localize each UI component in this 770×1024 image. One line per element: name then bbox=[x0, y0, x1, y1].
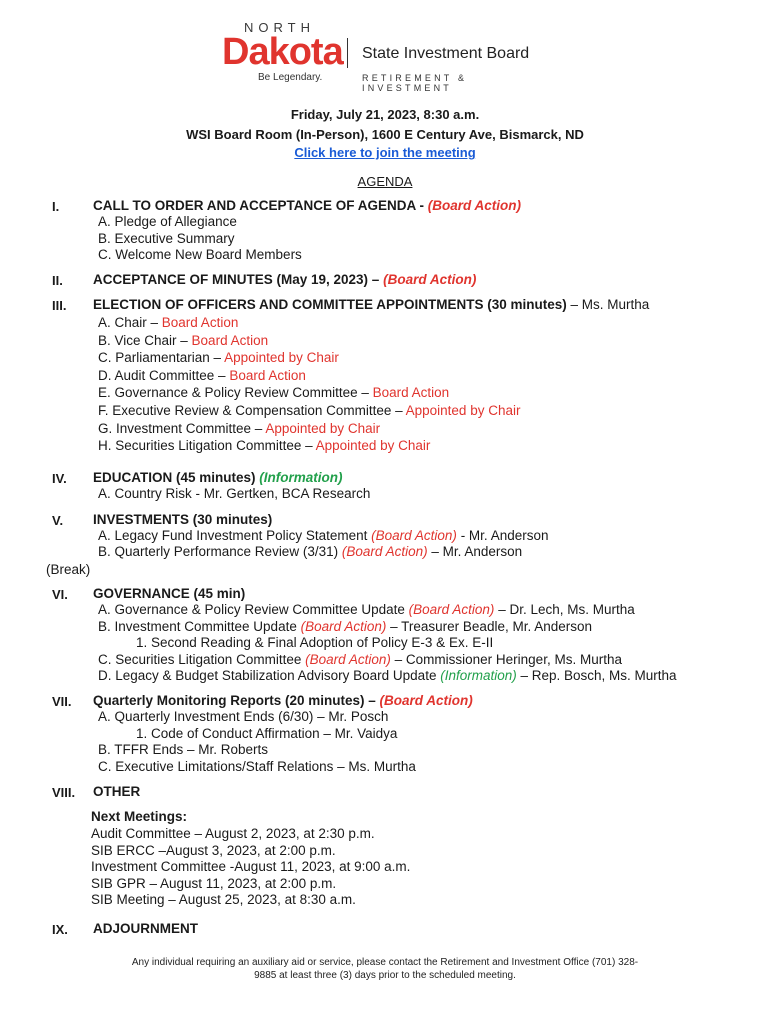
item-action: (Board Action) bbox=[408, 602, 495, 617]
item-action: Board Action bbox=[161, 315, 239, 330]
join-meeting-link[interactable]: Click here to join the meeting bbox=[294, 145, 476, 160]
item-text: C. Securities Litigation Committee bbox=[98, 652, 306, 667]
agenda-item bbox=[98, 350, 339, 365]
agenda-item bbox=[98, 544, 522, 559]
section-number: II. bbox=[52, 273, 63, 288]
board-action-label: (Board Action) bbox=[379, 693, 473, 708]
section-number: IV. bbox=[52, 471, 67, 486]
agenda-subitem: 1. Second Reading & Final Adoption of Policy E-3 & Ex. E-II bbox=[136, 635, 494, 650]
item-action: (Board Action) bbox=[371, 528, 457, 543]
agenda-item bbox=[98, 333, 268, 348]
item-text: B. Quarterly Performance Review (3/31) bbox=[98, 544, 342, 559]
agenda-item bbox=[98, 403, 520, 418]
nd-sib-logo bbox=[222, 20, 552, 93]
section-title-other: OTHER bbox=[93, 784, 141, 799]
item-presenter: – Rep. Bosch, Ms. Murtha bbox=[516, 668, 677, 683]
meeting-entry: SIB Meeting – August 25, 2023, at 8:30 a.m. bbox=[91, 892, 356, 907]
item-presenter: – Commissioner Heringer, Ms. Murtha bbox=[390, 652, 622, 667]
logo-divider bbox=[347, 38, 348, 68]
agenda-item bbox=[98, 385, 449, 400]
section-title-minutes bbox=[93, 272, 476, 287]
item-action: Appointed by Chair bbox=[405, 403, 521, 418]
section-title-text: CALL TO ORDER AND ACCEPTANCE OF AGENDA - bbox=[93, 198, 428, 213]
item-presenter: – Dr. Lech, Ms. Murtha bbox=[494, 602, 635, 617]
board-action-label: (Board Action) bbox=[383, 272, 477, 287]
agenda-item: A. Pledge of Allegiance bbox=[98, 214, 237, 229]
logo-north: NORTH bbox=[244, 20, 315, 35]
agenda-item bbox=[98, 652, 622, 667]
item-action: Appointed by Chair bbox=[265, 421, 381, 436]
agenda-item bbox=[98, 438, 430, 453]
item-text: D. Legacy & Budget Stabilization Advisory Board Update bbox=[98, 668, 441, 683]
section-title-governance: GOVERNANCE (45 min) bbox=[93, 586, 246, 601]
agenda-item bbox=[98, 668, 677, 683]
item-action: Board Action bbox=[191, 333, 269, 348]
item-text: H. Securities Litigation Committee – bbox=[98, 438, 316, 453]
section-title-text: Quarterly Monitoring Reports (20 minutes) – bbox=[93, 693, 380, 708]
footer-line: 9885 at least three (3) days prior to the scheduled meeting. bbox=[254, 970, 516, 981]
item-action: Board Action bbox=[229, 368, 306, 383]
item-presenter: – Treasurer Beadle, Mr. Anderson bbox=[386, 619, 593, 634]
section-number: IX. bbox=[52, 922, 68, 937]
logo-org-name: State Investment Board bbox=[362, 45, 530, 62]
logo-tagline: Be Legendary. bbox=[258, 72, 323, 83]
section-title-education bbox=[93, 470, 343, 485]
agenda-item: B. TFFR Ends – Mr. Roberts bbox=[98, 742, 269, 757]
item-action: (Board Action) bbox=[300, 619, 387, 634]
section-title-call-to-order bbox=[93, 198, 521, 213]
item-text: B. Vice Chair – bbox=[98, 333, 192, 348]
meeting-location: WSI Board Room (In-Person), 1600 E Century Ave, Bismarck, ND bbox=[186, 127, 584, 142]
section-title-investments: INVESTMENTS (30 minutes) bbox=[93, 512, 273, 527]
section-title-monitoring-reports bbox=[93, 693, 473, 708]
section-number: VI. bbox=[52, 587, 68, 602]
board-action-label: (Board Action) bbox=[427, 198, 522, 213]
section-number: III. bbox=[52, 298, 67, 313]
meeting-entry: Investment Committee -August 11, 2023, at 9:00 a.m. bbox=[91, 859, 411, 874]
item-action: (Board Action) bbox=[341, 544, 428, 559]
item-text: F. Executive Review & Compensation Committee – bbox=[98, 403, 406, 418]
agenda-heading: AGENDA bbox=[357, 174, 413, 189]
section-presenter: – Ms. Murtha bbox=[566, 297, 650, 312]
agenda-item: A. Quarterly Investment Ends (6/30) – Mr. Posch bbox=[98, 709, 389, 724]
logo-division: RETIREMENT & INVESTMENT bbox=[362, 73, 468, 93]
break-label: (Break) bbox=[46, 562, 91, 577]
item-text: G. Investment Committee – bbox=[98, 421, 266, 436]
next-meetings-heading: Next Meetings: bbox=[91, 809, 188, 824]
item-text: C. Parliamentarian – bbox=[98, 350, 225, 365]
agenda-item bbox=[98, 619, 592, 634]
footer-line: Any individual requiring an auxiliary aid or service, please contact the Retirement and Investment Office (701) 328- bbox=[131, 957, 639, 968]
section-title-text: ACCEPTANCE OF MINUTES (May 19, 2023) – bbox=[93, 272, 384, 287]
section-title-text: ELECTION OF OFFICERS AND COMMITTEE APPOINTMENTS (30 minutes) bbox=[93, 297, 567, 312]
section-title-text: EDUCATION (45 minutes) bbox=[93, 470, 260, 485]
agenda-subitem: 1. Code of Conduct Affirmation – Mr. Vaidya bbox=[136, 726, 398, 741]
item-action: Board Action bbox=[372, 385, 450, 400]
agenda-item: C. Executive Limitations/Staff Relations – Ms. Murtha bbox=[98, 759, 416, 774]
agenda-item bbox=[98, 315, 238, 330]
meeting-entry: Audit Committee – August 2, 2023, at 2:30 p.m. bbox=[91, 826, 375, 841]
item-text: E. Governance & Policy Review Committee – bbox=[98, 385, 373, 400]
section-number: VIII. bbox=[52, 785, 76, 800]
item-text: B. Investment Committee Update bbox=[98, 619, 301, 634]
section-number: VII. bbox=[52, 694, 72, 709]
item-presenter: - Mr. Anderson bbox=[456, 528, 549, 543]
item-text: A. Legacy Fund Investment Policy Statement bbox=[98, 528, 372, 543]
section-number: V. bbox=[52, 513, 64, 528]
meeting-entry: SIB GPR – August 11, 2023, at 2:00 p.m. bbox=[91, 876, 337, 891]
agenda-item: C. Welcome New Board Members bbox=[98, 247, 302, 262]
item-action: Appointed by Chair bbox=[224, 350, 339, 365]
section-title-elections bbox=[93, 297, 649, 312]
item-action: (Information) bbox=[440, 668, 517, 683]
section-number: I. bbox=[52, 199, 60, 214]
information-label: (Information) bbox=[259, 470, 343, 485]
item-text: A. Governance & Policy Review Committee Update bbox=[98, 602, 409, 617]
agenda-item bbox=[98, 421, 380, 436]
agenda-item bbox=[98, 368, 306, 383]
item-text: D. Audit Committee – bbox=[98, 368, 230, 383]
agenda-item: A. Country Risk - Mr. Gertken, BCA Research bbox=[98, 486, 371, 501]
logo-dakota: Dakota bbox=[222, 31, 343, 73]
meeting-date: Friday, July 21, 2023, 8:30 a.m. bbox=[290, 107, 480, 122]
item-action: Appointed by Chair bbox=[315, 438, 431, 453]
agenda-item: B. Executive Summary bbox=[98, 231, 235, 246]
item-presenter: – Mr. Anderson bbox=[427, 544, 523, 559]
meeting-entry: SIB ERCC –August 3, 2023, at 2:00 p.m. bbox=[91, 843, 336, 858]
section-title-adjournment: ADJOURNMENT bbox=[93, 921, 199, 936]
item-text: A. Chair – bbox=[98, 315, 162, 330]
accessibility-notice bbox=[100, 956, 670, 982]
agenda-item bbox=[98, 602, 635, 617]
agenda-item bbox=[98, 528, 548, 543]
item-action: (Board Action) bbox=[305, 652, 391, 667]
